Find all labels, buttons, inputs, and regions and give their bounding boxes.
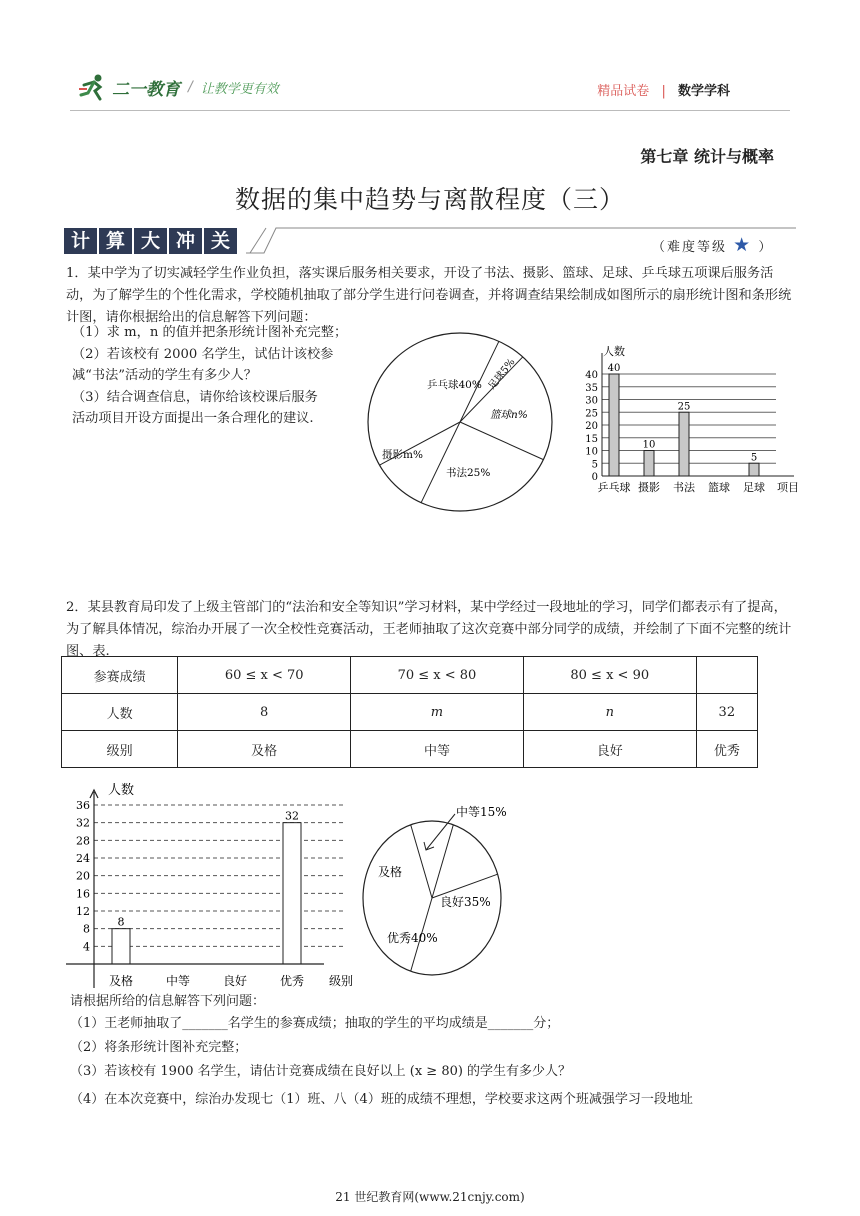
banner-char: 关: [204, 228, 237, 254]
tag-subject: 数学学科: [677, 84, 730, 99]
q1-item: （3）结合调查信息，请你给该校课后服务: [72, 389, 318, 405]
banner-char: 大: [134, 228, 167, 254]
bar-value-label: 32: [285, 809, 299, 823]
q1-item: （2）若该校有 2000 名学生，试估计该校参: [72, 346, 334, 362]
pie-slice-boundary: [460, 422, 543, 460]
brand-slogan: 让教学更有效: [200, 81, 279, 97]
x-category-label: 优秀: [279, 974, 305, 988]
table-cell: 级别: [62, 731, 178, 768]
q2-bar-chart: [60, 778, 360, 992]
pie-label-football: 足球5%: [486, 356, 518, 392]
y-tick-label: 36: [76, 799, 90, 812]
x-category-label: 及格: [108, 974, 134, 988]
y-tick-label: 20: [76, 869, 90, 883]
pie-label-basketball: 篮球n%: [490, 409, 528, 421]
pie-label-excellent: 优秀40%: [387, 931, 438, 945]
x-axis-label: 项目: [777, 481, 799, 494]
q2-intro: 2．某县教育局印发了上级主管部门的“法治和安全等知识”学习材料，某中学经过一段地址的学习，同学们都表示有了提高，为了解具体情况，综治办开展了一次全校性竞赛活动，王老师抽取了这次竞赛中部分同学的成绩，并绘制了下面不完整的统计图、表.: [66, 600, 792, 659]
pie-label-good: 良好35%: [440, 895, 491, 909]
y-tick-label: 15: [585, 433, 598, 445]
header-divider: [70, 110, 790, 111]
q2-item: （1）王老师抽取了_______名学生的参赛成绩；抽取的学生的平均成绩是_______分；: [70, 1016, 560, 1031]
x-category-label: 篮球: [708, 481, 730, 494]
table-row: [62, 731, 758, 768]
x-category-label: 乒乓球: [597, 481, 631, 494]
x-category-label: 中等: [165, 974, 191, 988]
table-cell: 及格: [178, 731, 351, 768]
x-category-label: 书法: [673, 481, 695, 494]
table-cell: 中等: [351, 731, 524, 768]
table-cell: n: [523, 694, 696, 731]
bar: [679, 412, 689, 476]
y-axis-label: 人数: [603, 345, 625, 358]
q1-item: 活动项目开设方面提出一条合理化的建议.: [72, 411, 314, 426]
q1-item: （1）求 m，n 的值并把条形统计图补充完整；: [72, 325, 348, 340]
y-tick-label: 0: [591, 472, 598, 483]
table-cell: 60 ≤ x < 70: [178, 657, 351, 694]
q2-prompt: 请根据所给的信息解答下列问题：: [70, 994, 266, 1009]
q2-item: （2）将条形统计图补充完整；: [70, 1040, 248, 1055]
y-tick-label: 40: [585, 370, 598, 381]
table-cell: 参赛成绩: [62, 657, 178, 694]
x-category-label: 摄影: [638, 481, 660, 494]
pie-label-pingpong: 乒乓球40%: [427, 379, 482, 391]
table-cell: 80 ≤ x < 90: [523, 657, 696, 694]
x-category-label: 良好: [222, 974, 248, 988]
y-tick-label: 12: [76, 905, 90, 918]
bar-value-label: 5: [750, 452, 758, 464]
slogan-divider: /: [188, 79, 193, 95]
tag-premium: 精品试卷: [597, 84, 650, 99]
pie-slice-boundary: [421, 422, 460, 503]
table-cell: 8: [178, 694, 351, 731]
bar-value-label: 40: [607, 363, 621, 374]
pie-label-pass: 及格: [378, 865, 403, 879]
brand-name: 二一教育: [112, 79, 180, 100]
y-tick-label: 5: [591, 459, 598, 471]
q1-bar-chart: [572, 343, 808, 495]
table-cell: 人数: [62, 694, 178, 731]
bar: [644, 451, 654, 477]
y-tick-label: 35: [585, 382, 598, 394]
y-axis-label: 人数: [108, 783, 135, 798]
bar: [749, 463, 759, 476]
banner-char: 算: [99, 228, 132, 254]
bar-value-label: 25: [677, 401, 691, 413]
q2-item: （3）若该校有 1900 名学生，请估计竞赛成绩在良好以上 (x ≥ 80) 的学生有多少人？: [70, 1064, 572, 1079]
x-axis-label: 级别: [329, 974, 354, 988]
pie-label-photography: 摄影m%: [382, 449, 423, 461]
banner-char: 计: [64, 228, 97, 254]
table-cell: 优秀: [696, 731, 757, 768]
q2-pie-chart: [360, 798, 520, 988]
bar-value-label: 10: [642, 439, 656, 451]
table-cell: 良好: [523, 731, 696, 768]
header-tags: [597, 80, 730, 99]
y-tick-label: 16: [76, 887, 90, 901]
y-tick-label: 25: [585, 408, 598, 420]
y-tick-label: 32: [76, 816, 90, 830]
callout-line: [426, 814, 455, 850]
bar-value-label: 8: [117, 915, 125, 929]
q2-item: （4）在本次竞赛中，综治办发现七（1）班、八（4）班的成绩不理想，学校要求这两个班减强学习一段地址: [70, 1092, 693, 1107]
star-icon: ★: [733, 234, 753, 256]
bar: [609, 374, 619, 476]
q1-subquestions: [72, 322, 372, 430]
pie-label-medium: 中等15%: [456, 805, 507, 819]
y-tick-label: 20: [585, 421, 598, 432]
pie-slice-boundary: [411, 825, 432, 898]
runner-logo-icon: [78, 73, 108, 101]
y-tick-label: 4: [83, 940, 90, 954]
pie-slice-boundary: [432, 825, 453, 898]
brand-logo: [78, 72, 279, 102]
banner-char: 冲: [169, 228, 202, 254]
difficulty-rating: [652, 234, 773, 256]
chapter-heading: 第七章 统计与概率: [640, 147, 774, 166]
section-banner: [64, 228, 239, 254]
table-cell: m: [351, 694, 524, 731]
y-tick-label: 30: [585, 395, 598, 407]
pie-label-calligraphy: 书法25%: [446, 467, 491, 479]
bar: [112, 929, 130, 964]
tag-separator: |: [661, 84, 666, 99]
table-row: [62, 657, 758, 694]
page-footer: 21 世纪教育网(www.21cnjy.com): [335, 1190, 525, 1204]
y-tick-label: 8: [83, 922, 90, 936]
page-title: 数据的集中趋势与离散程度（三）: [234, 185, 625, 214]
difficulty-close: ）: [758, 240, 774, 255]
y-tick-label: 28: [76, 834, 90, 848]
q1-item: 减“书法”活动的学生有多少人？: [72, 368, 257, 383]
y-tick-label: 24: [76, 852, 90, 865]
difficulty-label: （难度等级: [652, 240, 728, 255]
table-cell: 32: [696, 694, 757, 731]
x-category-label: 足球: [743, 481, 765, 494]
table-cell: [696, 657, 757, 694]
y-tick-label: 10: [585, 446, 598, 458]
score-table: [61, 656, 758, 768]
table-cell: 70 ≤ x < 80: [351, 657, 524, 694]
q2-subquestions: [70, 1012, 800, 1112]
q1-pie-chart: [362, 330, 562, 515]
bar: [283, 823, 301, 964]
table-row: [62, 694, 758, 731]
q1-intro: 1．某中学为了切实减轻学生作业负担，落实课后服务相关要求，开设了书法、摄影、篮球、足球、乒乓球五项课后服务活动，为了解学生的个性化需求，学校随机抽取了部分学生进行问卷调查，并将调查结果绘制成如图所示的扇形统计图和条形统计图，请你根据给出的信息解答下列问题：: [66, 266, 792, 325]
